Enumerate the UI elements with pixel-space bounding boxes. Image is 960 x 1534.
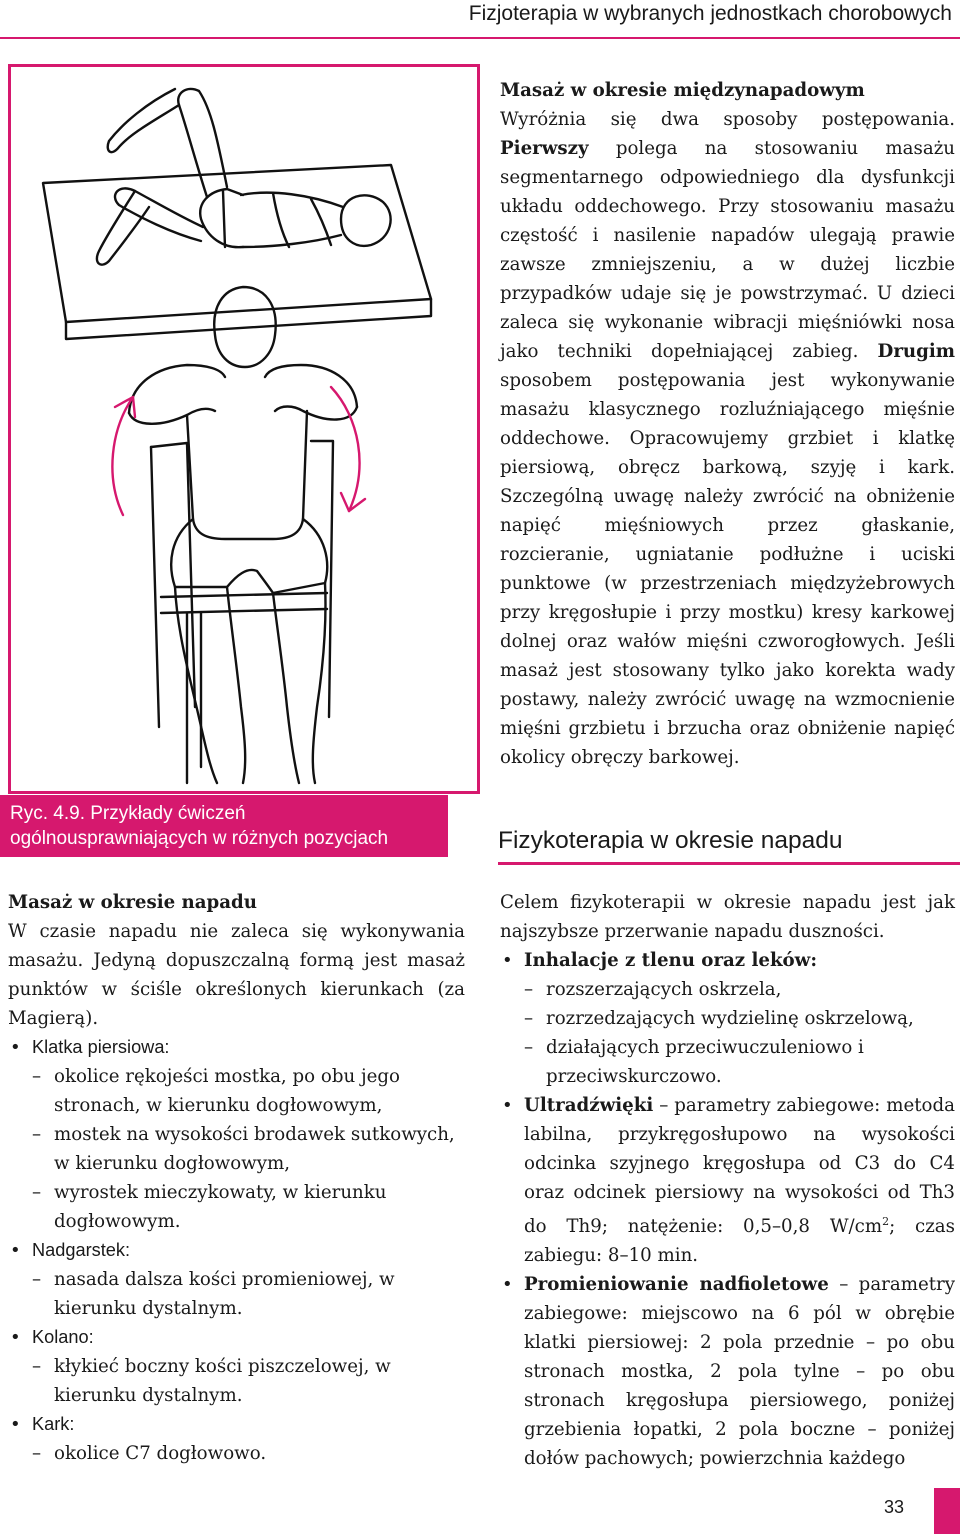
chest-label: Klatka piersiowa: bbox=[32, 1037, 170, 1057]
page-marker bbox=[934, 1488, 960, 1534]
massage-attack-heading: Masaż w okresie napadu bbox=[8, 892, 257, 913]
first-method-text: polega na stosowaniu masażu segmentarnego odpowiedniego dla dysfunkcji układu oddechowego. Przy stosowaniu masażu częstość i nasilenie napadów ulegają prawie zawsze zmniejszeniu, a w dużej liczbie przypadków udaje się je powstrzymać. U dzieci zaleca się wykonanie wibracji mięśniówki nosa jako techniki dopełniającej zabieg. bbox=[500, 138, 955, 362]
massage-attack-intro: W czasie napadu nie zaleca się wykonywania masażu. Jedyną dopuszczalną formą jest masaż punktów w ściśle określonych kierunkach (za Magierą). bbox=[8, 921, 465, 1029]
sitting-leg-left bbox=[175, 587, 245, 783]
lying-head bbox=[341, 195, 391, 246]
list-item: – okolice C7 dogłowowo. bbox=[32, 1439, 465, 1468]
physiotherapy-intro: Celem fizykoterapii w okresie napadu jest jak najszybsze przerwanie napadu duszności. bbox=[500, 892, 955, 942]
inhalation-label: Inhalacje z tlenu oraz leków: bbox=[524, 950, 818, 971]
uv-text: – parametry zabiegowe: miejscowo na 6 pól w obrębie klatki piersiowej: 2 pola przednie – po obu stronach mostka, 2 pola tylne – po obu stronach kręgosłupa piersiowego, poniżej grzebienia łopatki, 2 pola boczne – poniżej dołów pachowych; powierzchnia każdego bbox=[524, 1274, 955, 1470]
rotation-arrow-right bbox=[331, 387, 359, 511]
list-item: – działających przeciwuczuleniowo i przeciwskurczowo. bbox=[524, 1033, 955, 1091]
list-item bbox=[8, 1410, 465, 1468]
list-item: – wyrostek mieczykowaty, w kierunku dogłowowym. bbox=[32, 1178, 465, 1236]
physiotherapy-section bbox=[500, 888, 955, 1473]
list-item: – kłykieć boczny kości piszczelowej, w kierunku dystalnym. bbox=[32, 1352, 465, 1410]
wrist-label: Nadgarstek: bbox=[32, 1240, 131, 1260]
list-item bbox=[500, 1270, 955, 1473]
knee-label: Kolano: bbox=[32, 1327, 94, 1347]
figure-caption: Ryc. 4.9. Przykłady ćwiczeń ogólnousprawniających w różnych pozycjach bbox=[0, 795, 448, 857]
header-rule bbox=[0, 37, 960, 39]
lying-leg-1 bbox=[178, 89, 227, 197]
list-item: – nasada dalsza kości promieniowej, w kierunku dystalnym. bbox=[32, 1265, 465, 1323]
chair-back-left-b bbox=[151, 447, 159, 727]
sitting-torso bbox=[187, 411, 307, 539]
ultrasound-sup: 2 bbox=[882, 1215, 890, 1228]
exercise-illustration bbox=[11, 67, 477, 791]
section-rule bbox=[498, 862, 960, 865]
massage-attack-section bbox=[8, 888, 465, 1468]
exercise-figure bbox=[8, 64, 480, 794]
first-method-label: Pierwszy bbox=[500, 138, 589, 159]
interictal-sentence-1: Wyróżnia się dwa sposoby postępowania. bbox=[500, 109, 955, 130]
ultrasound-text-b: ; czas zabiegu: 8–10 min. bbox=[524, 1216, 955, 1267]
list-item bbox=[500, 1091, 955, 1270]
page-number: 33 bbox=[883, 1497, 904, 1517]
massage-interictal-section bbox=[500, 76, 955, 772]
lying-leg-2 bbox=[115, 188, 203, 241]
list-item: – okolice rękojeści mostka, po obu jego stronach, w kierunku dogłowowym, bbox=[32, 1062, 465, 1120]
list-item bbox=[8, 1033, 465, 1236]
neck-label: Kark: bbox=[32, 1414, 75, 1434]
ultrasound-text-a: – parametry zabiegowe: metoda labilna, przykręgosłupowo na wysokości odcinka szyjnego kręgosłupa od C3 do C4 oraz odcinek piersiowy na wysokości od Th3 do Th9; natężenie: 0,5–0,8 W/cm bbox=[524, 1095, 955, 1238]
sitting-shorts bbox=[171, 519, 327, 593]
list-item bbox=[500, 946, 955, 1091]
second-method-text: sposobem postępowania jest wykonywanie masażu klasycznego rozluźniającego mięśnie oddechowe. Opracowujemy grzbiet i klatkę piersiową, obręcz barkową, szyję i kark. Szczególną uwagę należy zwrócić na obniżenie napięć mięśniowych przez głaskanie, rozcieranie, ugniatanie podłużne i uciski punktowe (w przestrzeniach międzyżebrowych przy kręgosłupie i przy mostku) kresy karkowej dolnej oraz wałów mięśni czworogłowych. Jeśli masaż jest stosowany tylko jako korekta wady postawy, należy zwrócić uwagę na wzmocnienie mięśni grzbietu i brzucha oraz obniżenie napięć okolicy obręczy barkowej. bbox=[500, 370, 955, 768]
chair-seat bbox=[161, 593, 327, 613]
list-item bbox=[8, 1236, 465, 1323]
physiotherapy-list bbox=[500, 946, 955, 1473]
second-method-label: Drugim bbox=[877, 341, 955, 362]
sitting-arms bbox=[129, 365, 357, 413]
uv-label: Promieniowanie nadfioletowe bbox=[524, 1274, 829, 1296]
list-item: – rozszerzających oskrzela, bbox=[524, 975, 955, 1004]
massage-points-list bbox=[8, 1033, 465, 1468]
ultrasound-label: Ultradźwięki bbox=[524, 1095, 654, 1116]
physiotherapy-title: Fizykoterapia w okresie napadu bbox=[498, 827, 843, 854]
sitting-leg-right bbox=[273, 583, 326, 783]
list-item: – rozrzedzających wydzielinę oskrzelową, bbox=[524, 1004, 955, 1033]
list-item: – mostek na wysokości brodawek sutkowych, w kierunku dogłowowym, bbox=[32, 1120, 465, 1178]
massage-interictal-heading: Masaż w okresie międzynapadowym bbox=[500, 80, 865, 101]
running-header: Fizjoterapia w wybranych jednostkach chorobowych bbox=[468, 2, 952, 25]
massage-interictal-body bbox=[500, 105, 955, 772]
list-item bbox=[8, 1323, 465, 1410]
